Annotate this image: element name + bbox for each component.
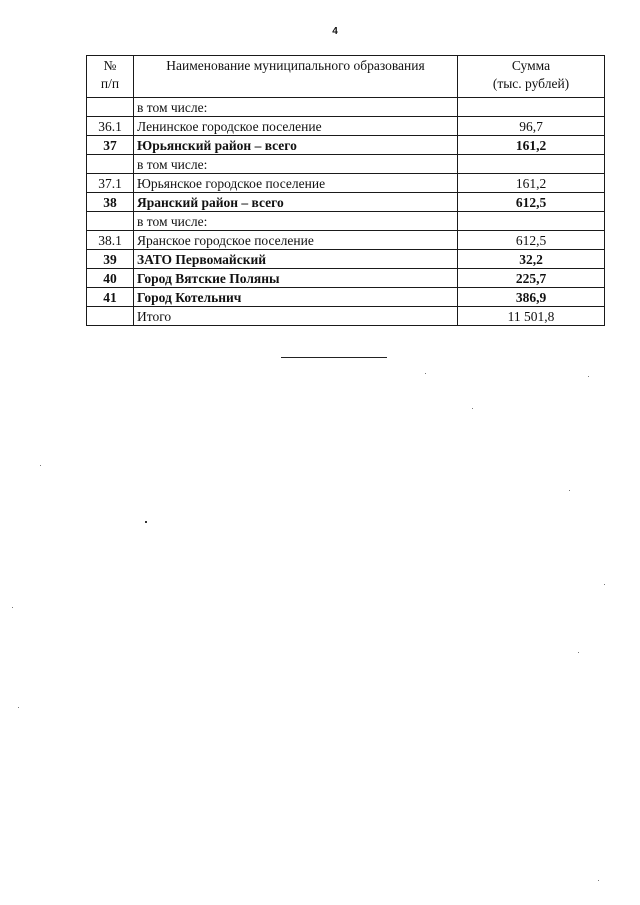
amount-value: 161,2 [458,174,605,193]
amount-value [458,212,605,231]
row-number: 37.1 [87,174,134,193]
scan-speck [578,652,579,653]
table-row [87,155,605,174]
amount-value: 612,5 [458,231,605,250]
row-number: 39 [87,250,134,269]
table-row [87,136,605,155]
municipality-name: в том числе: [134,98,458,117]
municipality-name: Юрьянское городское поселение [134,174,458,193]
scan-speck [598,880,599,881]
row-number: 40 [87,269,134,288]
scan-speck [425,373,426,374]
row-number: 38.1 [87,231,134,250]
table-header-row [87,56,605,98]
amount-value: 612,5 [458,193,605,212]
municipality-name: в том числе: [134,155,458,174]
amount-value [458,98,605,117]
table-row [87,231,605,250]
page-number: 4 [332,26,338,37]
municipality-name: Юрьянский район – всего [134,136,458,155]
row-number: 37 [87,136,134,155]
table-row [87,269,605,288]
municipality-name: Ленинское городское поселение [134,117,458,136]
amount-value [458,155,605,174]
municipality-name: в том числе: [134,212,458,231]
table-row [87,117,605,136]
scan-speck [588,376,589,377]
table-row [87,288,605,307]
row-number: 38 [87,193,134,212]
amount-value: 96,7 [458,117,605,136]
scan-speck [569,490,570,491]
amount-value: 32,2 [458,250,605,269]
municipality-name: Город Котельнич [134,288,458,307]
scan-speck [145,521,147,523]
scan-speck [12,607,13,608]
header-number-line2: п/п [100,76,120,91]
row-number [87,212,134,231]
header-number-line1: № [103,58,117,73]
amount-value: 225,7 [458,269,605,288]
header-number [87,56,134,98]
row-number: 36.1 [87,117,134,136]
end-separator-line [281,357,387,358]
amount-value: 11 501,8 [458,307,605,326]
municipality-name: Яранское городское поселение [134,231,458,250]
amount-value: 386,9 [458,288,605,307]
municipality-name: Итого [134,307,458,326]
header-name: Наименование муниципального образования [134,56,458,98]
table-row [87,174,605,193]
table-row [87,193,605,212]
row-number [87,155,134,174]
table-body [87,98,605,326]
scan-speck [18,707,19,708]
table-row [87,307,605,326]
municipality-name: Город Вятские Поляны [134,269,458,288]
table-row [87,212,605,231]
table-row [87,250,605,269]
header-sum [458,56,605,98]
row-number [87,307,134,326]
row-number [87,98,134,117]
scan-speck [604,584,605,585]
row-number: 41 [87,288,134,307]
header-sum-line1: Сумма [511,58,551,73]
amount-value: 161,2 [458,136,605,155]
scan-speck [40,465,41,466]
budget-allocation-table [86,55,605,326]
municipality-name: Яранский район – всего [134,193,458,212]
scan-speck [472,408,473,409]
table-row [87,98,605,117]
municipality-name: ЗАТО Первомайский [134,250,458,269]
header-sum-line2: (тыс. рублей) [492,76,570,91]
